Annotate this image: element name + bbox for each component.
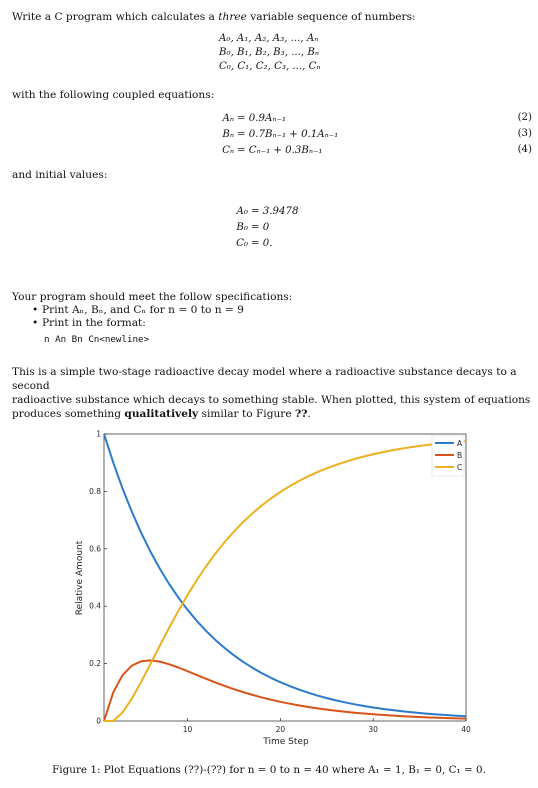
intro-emphasis: three [218, 11, 247, 23]
equation-row [212, 128, 532, 142]
equation-number: (4) [517, 144, 532, 155]
y-tick-label: 0.6 [89, 544, 101, 554]
sequence-c: C₀, C₁, C₂, C₃, ..., Cₙ [219, 61, 321, 72]
spec-intro: Your program should meet the follow specifications: [12, 291, 293, 303]
legend-label-c: C [457, 463, 463, 472]
legend-label-a: A [457, 439, 463, 448]
sequence-list [219, 32, 321, 74]
description-text: similar to Figure [198, 408, 295, 420]
equation-number: (2) [517, 112, 532, 123]
legend [432, 436, 464, 476]
bullet-icon: • [32, 317, 39, 329]
x-tick-label: 20 [275, 725, 286, 734]
figure-chart [0, 420, 538, 760]
y-tick-label: 1 [96, 429, 101, 439]
intro-suffix: variable sequence of numbers: [246, 11, 416, 23]
initial-lhs: B₀ [236, 222, 248, 233]
initial-row [226, 237, 376, 251]
figure-reference: ?? [295, 408, 308, 420]
description-line [12, 407, 532, 421]
equation-lhs: Cₙ [222, 145, 234, 156]
coupled-equations [212, 112, 532, 158]
equation-lhs: Bₙ [222, 129, 234, 140]
spec-item [12, 304, 244, 317]
equation-rhs: = 0.7Bₙ₋₁ + 0.1Aₙ₋₁ [237, 129, 339, 140]
equation-rhs: = Cₙ₋₁ + 0.3Bₙ₋₁ [237, 145, 323, 156]
description-bold: qualitatively [124, 408, 199, 420]
description-line: radioactive substance which decays to something stable. When plotted, this system of equations [12, 394, 531, 406]
description-line: This is a simple two-stage radioactive decay model where a radioactive substance decays to a second [12, 366, 517, 392]
initial-row [226, 221, 376, 235]
spec-text: Print Aₙ, Bₙ, and Cₙ for n = 0 to n = 9 [42, 304, 244, 316]
equation-row [212, 144, 532, 158]
plot-area [104, 434, 466, 721]
initial-rhs: = 0 [251, 222, 270, 233]
x-axis-label: Time Step [263, 737, 309, 747]
y-tick-label: 0.4 [89, 601, 101, 611]
spec-text: Print in the format: [42, 317, 146, 329]
initial-values [226, 205, 376, 251]
description-paragraph [12, 365, 532, 421]
equation-rhs: = 0.9Aₙ₋₁ [237, 113, 286, 124]
y-tick-label: 0.8 [89, 486, 101, 496]
coupled-label: with the following coupled equations: [12, 89, 215, 101]
y-tick-label: 0 [96, 716, 101, 726]
x-tick-label: 10 [182, 725, 193, 734]
legend-label-b: B [457, 451, 463, 460]
spec-item [12, 317, 244, 330]
initial-lhs: A₀ [236, 206, 248, 217]
initial-rhs: = 3.9478 [251, 206, 299, 217]
x-tick-label: 40 [461, 725, 471, 734]
description-text: . [307, 408, 311, 420]
intro-prefix: Write a C program which calculates a [12, 11, 219, 23]
y-tick-label: 0.2 [89, 659, 101, 669]
sequence-a: A₀, A₁, A₂, A₃, ..., Aₙ [219, 33, 319, 44]
intro-sentence [12, 10, 416, 24]
figure-caption: Figure 1: Plot Equations (??)-(??) for n = 0 to n = 40 where A₁ = 1, B₁ = 0, C₁ = 0. [52, 764, 486, 776]
equation-lhs: Aₙ [222, 113, 234, 124]
equation-row [212, 112, 532, 126]
y-axis-label: Relative Amount [75, 540, 85, 616]
bullet-icon: • [32, 304, 39, 316]
initial-label: and initial values: [12, 169, 108, 181]
initial-rhs: = 0. [251, 238, 273, 249]
initial-row [226, 205, 376, 219]
sequence-b: B₀, B₁, B₂, B₃, ..., Bₙ [219, 47, 319, 58]
initial-lhs: C₀ [236, 238, 248, 249]
spec-list [12, 304, 244, 330]
equation-number: (3) [517, 128, 532, 139]
x-tick-label: 30 [368, 725, 378, 734]
format-code: n An Bn Cn<newline> [44, 334, 150, 345]
description-text: produces something [12, 408, 125, 420]
